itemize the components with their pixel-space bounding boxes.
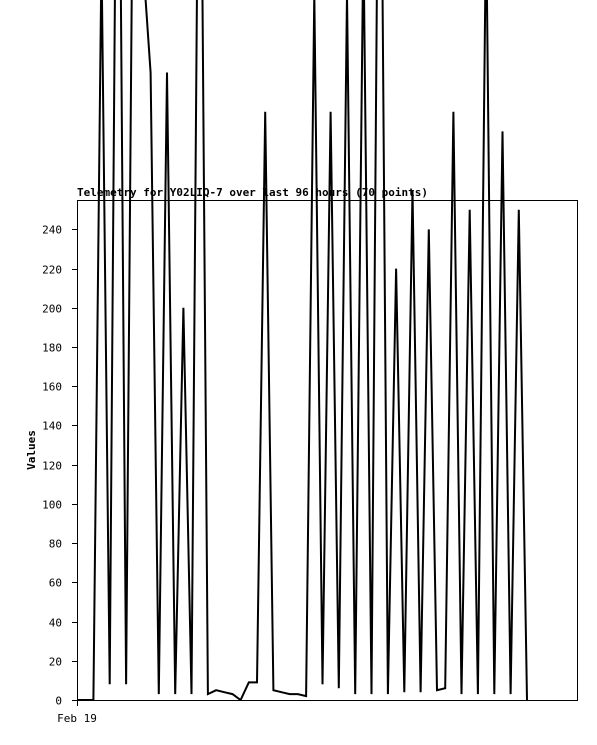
y-tick-label: 80 <box>48 537 62 551</box>
axes-layer <box>42 224 97 726</box>
y-tick-label: 120 <box>42 459 62 473</box>
y-tick-label: 20 <box>48 655 62 669</box>
chart-title: Telemetry for Y02LIQ-7 over last 96 hours (70 points) <box>77 186 428 199</box>
y-tick-label: 140 <box>42 419 62 433</box>
y-tick-label: 160 <box>42 380 62 394</box>
y-tick-label: 40 <box>48 616 62 630</box>
series-line <box>77 0 527 700</box>
series-layer <box>77 0 527 700</box>
y-tick-label: 220 <box>42 263 62 277</box>
y-tick-label: 100 <box>42 498 62 512</box>
x-tick-label: Feb 19 <box>57 712 97 725</box>
y-tick-label: 60 <box>48 576 62 590</box>
y-tick-label: 240 <box>42 223 62 237</box>
y-axis-label: Values <box>25 430 38 470</box>
y-tick-label: 180 <box>42 341 62 355</box>
y-tick-label: 0 <box>55 694 62 708</box>
y-tick-label: 200 <box>42 302 62 316</box>
